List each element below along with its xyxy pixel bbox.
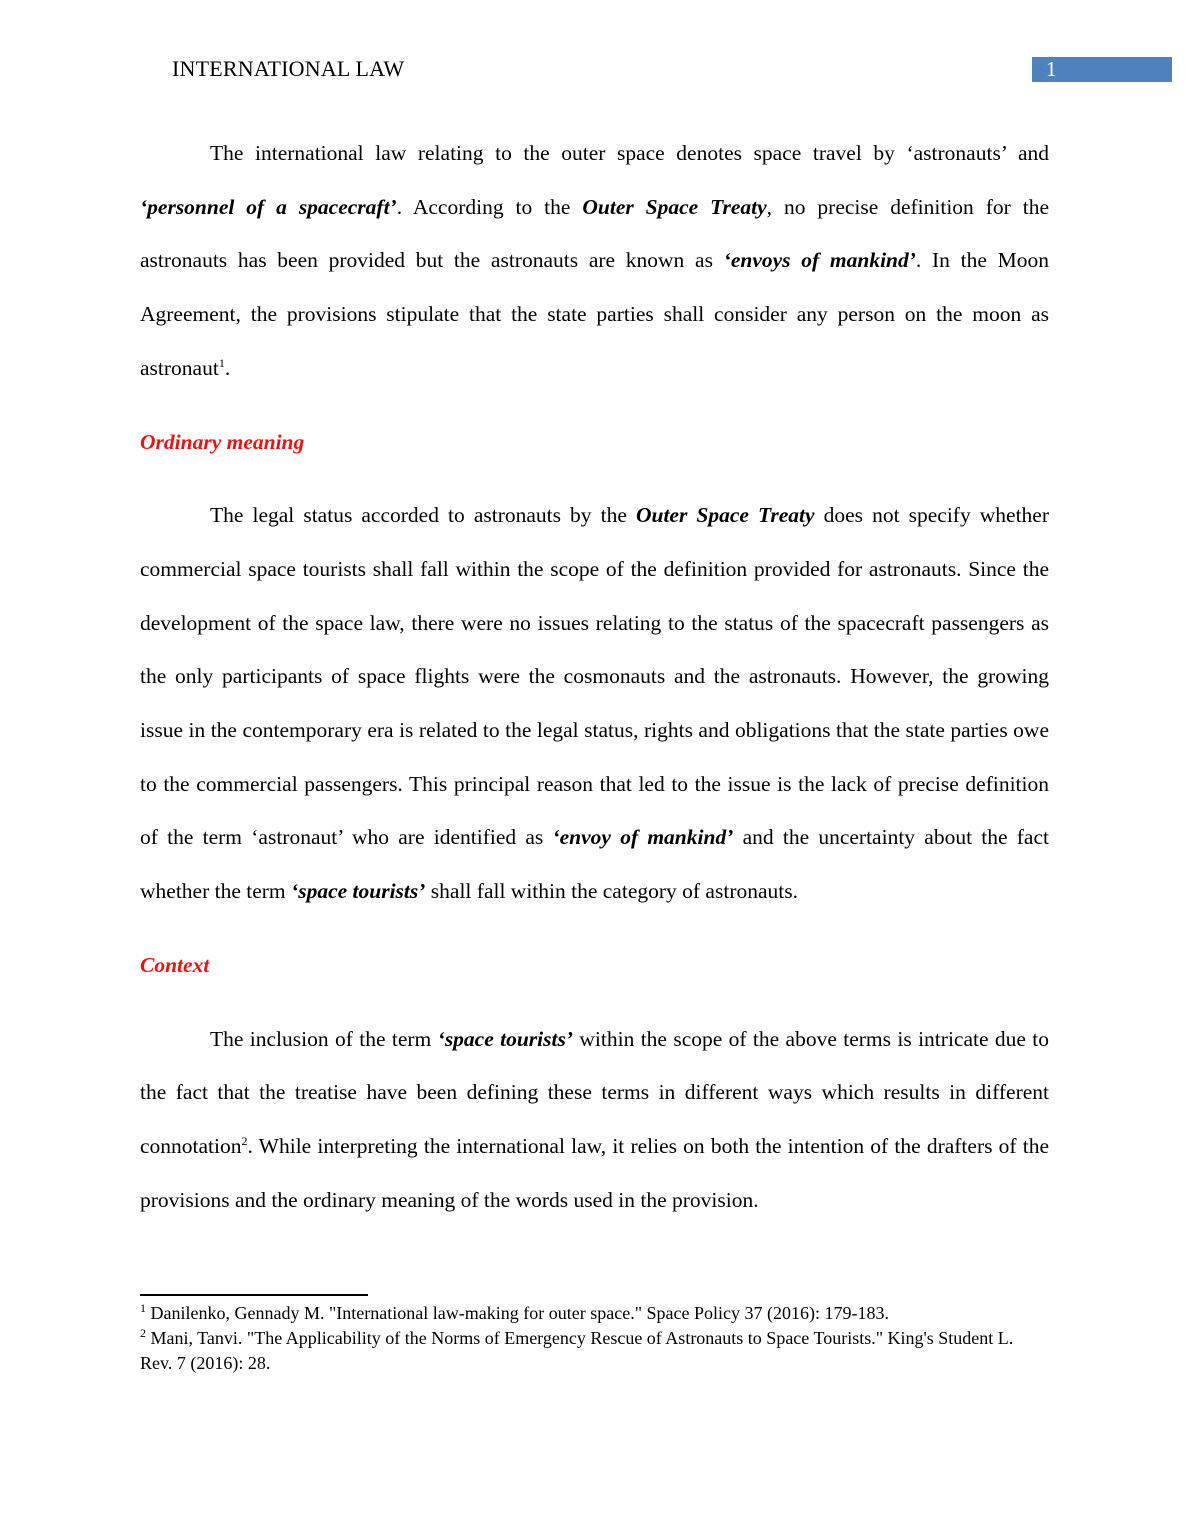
- footnote-item: [140, 1301, 1040, 1326]
- document-body: [140, 127, 1049, 1227]
- text-run: The international law relating to the outer space denotes space travel by ‘astronauts’ and: [210, 141, 1049, 165]
- footnote-item: [140, 1326, 1040, 1376]
- text-run: The inclusion of the term: [210, 1026, 438, 1051]
- text-run: The legal status accorded to astronauts by the: [210, 503, 636, 528]
- footnote-reference[interactable]: 1: [218, 355, 225, 370]
- paragraph-intro: [140, 127, 1049, 396]
- footnote-reference[interactable]: 2: [241, 1133, 248, 1148]
- text-run: , no precise definition for the astronauts has been provided but the astronauts are known as: [140, 194, 1050, 273]
- text-run: within the scope of the above terms is intricate due to the fact that the treatise have been defining these terms in different ways which results in different connotation: [140, 1026, 1050, 1158]
- page-number: 1: [1032, 57, 1172, 82]
- text-run: does not specify whether commercial space tourists shall fall within the scope of the definition provided for astronauts. Since the development of the space law, there were no issues relating to the status of the spacecraft passengers as the only participants of space flights were the cosmonauts and the astronauts. However, the growing issue in the contemporary era is related to the legal status, rights and obligations that the state parties owe to the commercial passengers. This principal reason that led to the issue is the lack of precise definition of the term ‘astronaut’ who are identified as: [140, 503, 1050, 850]
- footnote-number: 2: [140, 1326, 146, 1340]
- text-run: . While interpreting the international law, it relies on both the intention of the drafters of the provisions and the ordinary meaning of the words used in the provision.: [140, 1133, 1049, 1212]
- emphasis-term: ‘envoys of mankind’: [723, 248, 916, 273]
- paragraph-context: [140, 1013, 1049, 1228]
- emphasis-term: Outer Space Treaty: [582, 194, 767, 219]
- emphasis-term: ‘personnel of a spacecraft’: [140, 194, 397, 219]
- section-heading-context: Context: [140, 952, 210, 977]
- footnote-text: Mani, Tanvi. "The Applicability of the Norms of Emergency Rescue of Astronauts to Space Tourists." King's Student L. Rev. 7 (2016): 28.: [140, 1328, 1014, 1373]
- footnotes-area: [140, 1301, 1040, 1376]
- emphasis-term: Outer Space Treaty: [635, 503, 815, 528]
- emphasis-term: ‘space tourists’: [291, 879, 426, 904]
- running-header-title: INTERNATIONAL LAW: [172, 56, 405, 81]
- text-run: shall fall within the category of astronauts.: [425, 879, 798, 904]
- emphasis-term: ‘space tourists’: [437, 1026, 574, 1051]
- paragraph-ordinary-meaning: [140, 489, 1049, 919]
- emphasis-term: ‘envoy of mankind’: [552, 825, 734, 850]
- text-run: . According to the: [396, 194, 583, 219]
- footnote-separator: [140, 1294, 368, 1296]
- text-run: . In the Moon Agreement, the provisions stipulate that the state parties shall consider any person on the moon as astronaut: [140, 248, 1050, 380]
- footnote-text: Danilenko, Gennady M. "International law-making for outer space." Space Policy 37 (2016): 179-183.: [146, 1303, 890, 1323]
- footnote-number: 1: [140, 1301, 146, 1315]
- text-run: .: [224, 355, 231, 380]
- text-run: and the uncertainty about the fact whether the term: [140, 825, 1049, 904]
- section-heading-ordinary-meaning: Ordinary meaning: [140, 429, 305, 454]
